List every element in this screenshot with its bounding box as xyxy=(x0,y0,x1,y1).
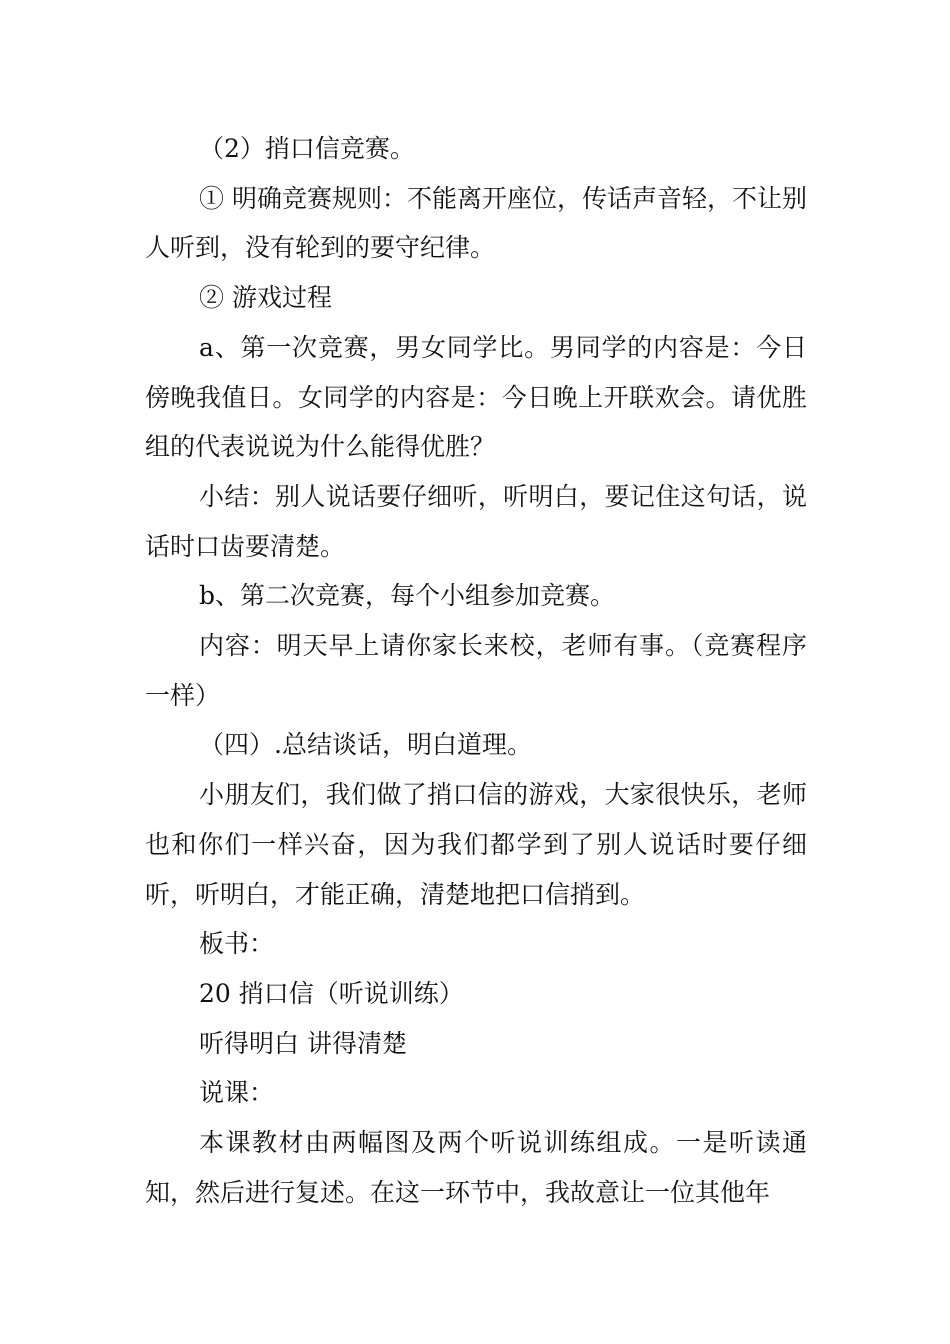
paragraph-message-contest-heading: （2）捎口信竞赛。 xyxy=(199,134,415,163)
paragraph-game-process: ② 游戏过程 xyxy=(199,283,332,313)
paragraph-blackboard-title: 20 捎口信（听说训练） xyxy=(199,978,464,1008)
document-body xyxy=(145,124,807,1217)
paragraph-section-four-heading: （四）.总结谈话，明白道理。 xyxy=(199,730,532,760)
paragraph-contest-rules: ① 明确竞赛规则：不能离开座位，传话声音轻，不让别人听到，没有轮到的要守纪律。 xyxy=(145,183,807,263)
paragraph-second-contest: b、第二次竞赛，每个小组参加竞赛。 xyxy=(199,581,616,611)
paragraph-blackboard-line: 听得明白 讲得清楚 xyxy=(199,1028,407,1058)
paragraph-second-content: 内容：明天早上请你家长来校，老师有事。（竞赛程序一样） xyxy=(145,631,807,710)
paragraph-lesson-talk-label: 说课： xyxy=(199,1078,275,1108)
paragraph-summary-note: 小结：别人说话要仔细听，听明白，要记住这句话，说话时口齿要清楚。 xyxy=(145,481,807,561)
paragraph-blackboard-label: 板书： xyxy=(199,929,275,959)
paragraph-lesson-talk-body: 本课教材由两幅图及两个听说训练组成。一是听读通知，然后进行复述。在这一环节中，我故意让一位其他年 xyxy=(145,1128,807,1207)
paragraph-conclusion: 小朋友们，我们做了捎口信的游戏，大家很快乐，老师也和你们一样兴奋，因为我们都学到了别人说话时要仔细听，听明白，才能正确，清楚地把口信捎到。 xyxy=(145,780,807,909)
paragraph-first-contest: a、第一次竞赛，男女同学比。男同学的内容是：今日傍晚我值日。女同学的内容是：今日晚上开联欢会。请优胜组的代表说说为什么能得优胜？ xyxy=(145,332,807,462)
